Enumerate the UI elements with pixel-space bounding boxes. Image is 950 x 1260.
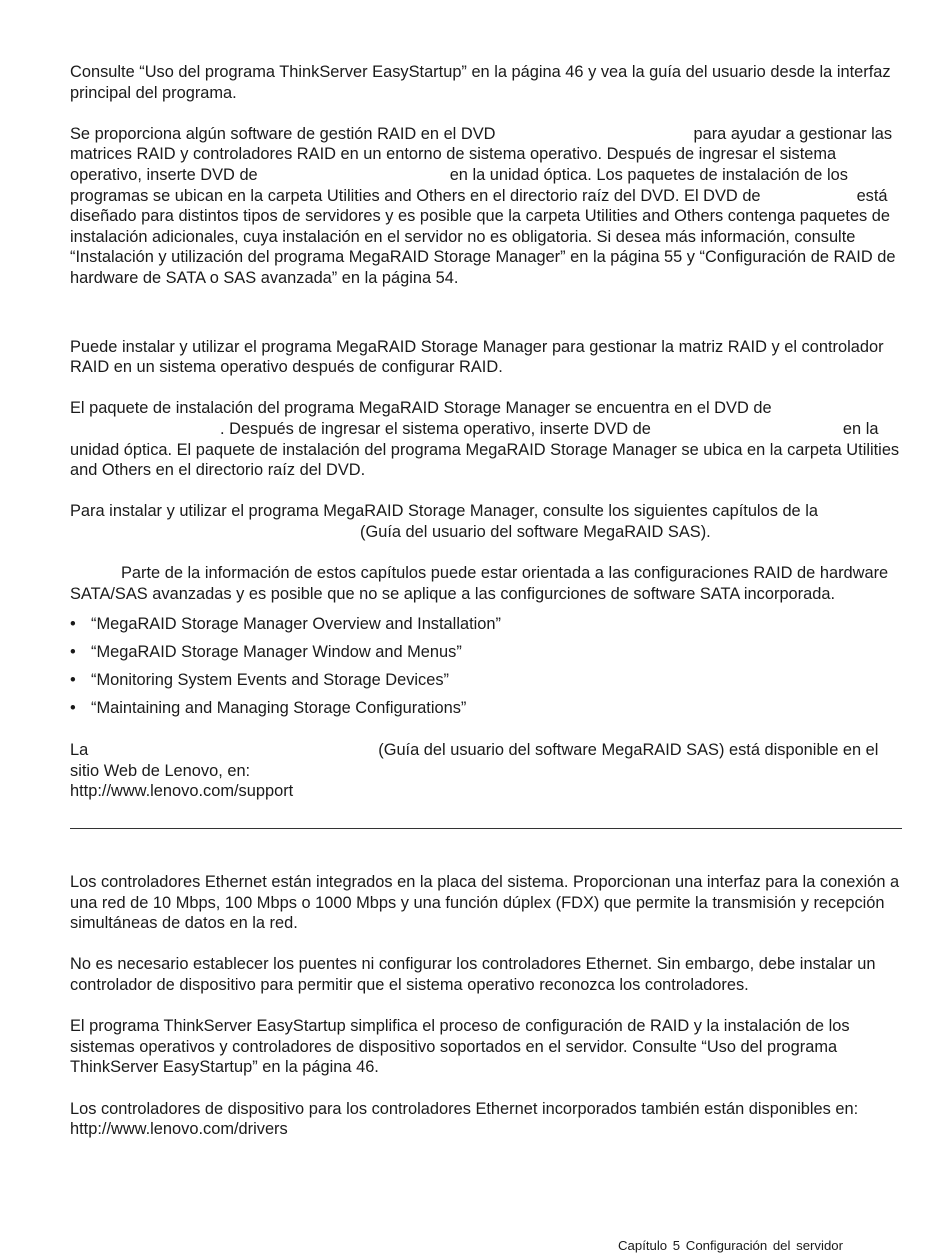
bullet-icon: • (70, 615, 76, 634)
megaraid-section (70, 337, 902, 803)
support-link[interactable]: http://www.lenovo.com/support (70, 782, 294, 801)
list-item (70, 698, 902, 726)
guide-availability-text-a: La (70, 741, 89, 760)
bullet-icon: • (70, 643, 76, 662)
ethernet-intro-paragraph: Los controladores Ethernet están integrados en la placa del sistema. Proporcionan una interfaz para la conexión a una red de 10 Mbps, 100 Mbps o 1000 Mbps y una función dúplex (FDX) que permite la transmisión y recepción simultáneas de datos en la red. (70, 873, 900, 933)
megaraid-install-text-a: El paquete de instalación del programa MegaRAID Storage Manager se encuentra en el DVD de (70, 399, 772, 418)
bullet-icon: • (70, 671, 76, 690)
megaraid-install-text-c: en la unidad óptica. El paquete de instalación del programa MegaRAID Storage Manager se ubica en la carpeta Utilities and Others en el directorio raíz del DVD. (70, 419, 900, 480)
list-item-text: “Monitoring System Events and Storage Devices” (91, 671, 450, 690)
megaraid-guide-paragraph (70, 501, 902, 542)
megaraid-guide-text-b: (Guía del usuario del software MegaRAID SAS). (360, 522, 711, 541)
guide-availability-text-b: (Guía del usuario del software MegaRAID SAS) está disponible en el sitio Web de Lenovo, en: (70, 741, 879, 780)
list-item (70, 670, 902, 698)
raid-software-text-a: Se proporciona algún software de gestión RAID en el DVD (70, 124, 496, 143)
megaraid-guide-text-a: Para instalar y utilizar el programa MegaRAID Storage Manager, consulte los siguientes capítulos de la (70, 502, 818, 521)
footer-chapter: Capítulo 5 (618, 1238, 681, 1253)
drivers-link[interactable]: http://www.lenovo.com/drivers (70, 1120, 288, 1139)
bullet-icon: • (70, 699, 76, 718)
list-item-text: “MegaRAID Storage Manager Window and Menus” (91, 643, 462, 662)
guide-availability-paragraph (70, 740, 902, 802)
megaraid-intro-paragraph: Puede instalar y utilizar el programa MegaRAID Storage Manager para gestionar la matriz RAID y el controlador RAID en un sistema operativo después de configurar RAID. (70, 337, 884, 377)
drivers-paragraph (70, 1099, 902, 1140)
note-paragraph: Parte de la información de estos capítulos puede estar orientada a las configuraciones RAID de hardware SATA/SAS avanzadas y es posible que no se aplique a las configurciones de software SATA incorporada. (70, 564, 889, 603)
intro-paragraph: Consulte “Uso del programa ThinkServer EasyStartup” en la página 46 y vea la guía del usuario desde la interfaz principal del programa. (70, 63, 891, 102)
megaraid-install-text-b: . Después de ingresar el sistema operativo, inserte DVD de (220, 419, 651, 438)
drivers-text: Los controladores de dispositivo para los controladores Ethernet incorporados también están disponibles en: (70, 1099, 859, 1118)
list-item-text: “Maintaining and Managing Storage Configurations” (91, 699, 467, 718)
page-body (70, 62, 902, 1140)
raid-software-text-c: en la unidad óptica. Los paquetes de instalación de los programas se ubican en la carpeta Utilities and Others en el directorio raíz del DVD. El DVD de (70, 165, 848, 205)
section-divider (70, 828, 902, 829)
raid-software-text-d: está diseñado para distintos tipos de servidores y es posible que la carpeta Utilities and Others contenga paquetes de instalación adicionales, cuya instalación en el servidor no es obligatoria. Si desea más información, consulte “Instalación y utilización del programa MegaRAID Storage Manager” en la página 55 y “Configuración de RAID de hardware de SATA o SAS avanzada” en la página 54. (70, 186, 896, 287)
ethernet-section (70, 872, 902, 1140)
chapter-list (70, 614, 902, 726)
list-item (70, 642, 902, 670)
page-footer (618, 1238, 843, 1254)
list-item-text: “MegaRAID Storage Manager Overview and Installation” (91, 615, 501, 634)
easystartup-paragraph: El programa ThinkServer EasyStartup simplifica el proceso de configuración de RAID y la instalación de los sistemas operativos y controladores de dispositivo soportados en el servidor. Consulte “Uso del programa ThinkServer EasyStartup” en la página 46. (70, 1017, 850, 1077)
raid-software-text-b: para ayudar a gestionar las matrices RAID y controladores RAID en un entorno de sistema operativo. Después de ingresar el sistema operativo, inserte DVD de (70, 124, 893, 184)
raid-software-paragraph (70, 124, 902, 289)
list-item (70, 614, 902, 642)
ethernet-driver-paragraph: No es necesario establecer los puentes ni configurar los controladores Ethernet. Sin embargo, debe instalar un controlador de dispositivo para permitir que el sistema operativo reconozca los controladores. (70, 955, 876, 994)
footer-title: Configuración del servidor (685, 1238, 843, 1253)
megaraid-install-paragraph (70, 398, 902, 480)
